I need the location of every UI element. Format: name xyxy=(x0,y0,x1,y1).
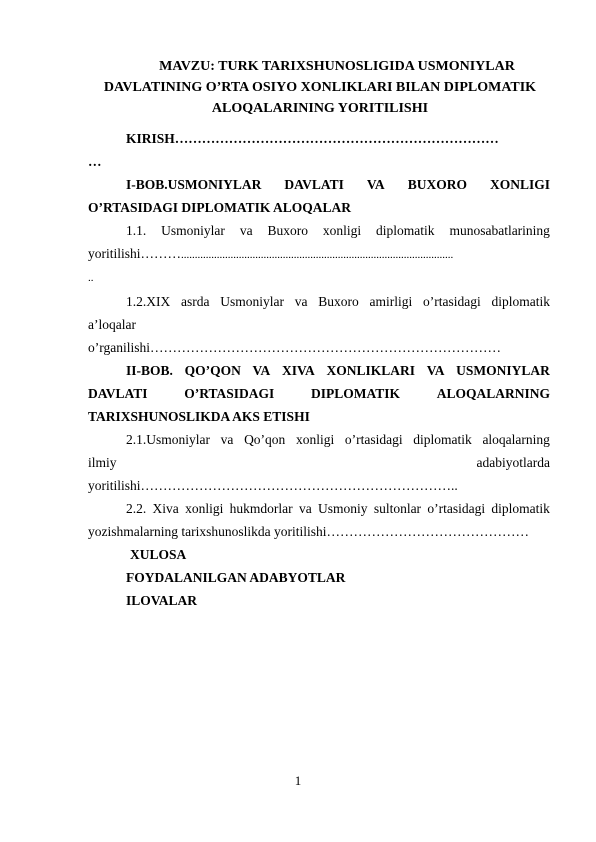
toc-word: Qo’qon xyxy=(244,432,286,447)
toc-word: ilmiy xyxy=(88,455,117,470)
toc-word: VA xyxy=(426,363,445,378)
title-line: ALOQALARINING YORITILISHI xyxy=(211,101,429,116)
toc-word: va xyxy=(298,501,312,516)
toc-word: 1.1. xyxy=(126,223,147,238)
toc-section-1-2-line3: o’rganilishi…………………………………………………………………… xyxy=(88,340,501,355)
toc-section-1-1-line2 xyxy=(88,242,550,267)
toc-intro-label: KIRISH xyxy=(126,131,175,146)
toc-word: Buxoro xyxy=(318,294,359,309)
page-number: 1 xyxy=(294,773,302,788)
document-title xyxy=(80,56,560,119)
toc-word: o’rtasidagi xyxy=(422,294,481,309)
toc-word: o’rtasidagi xyxy=(427,501,486,516)
toc-intro xyxy=(88,127,550,150)
toc-word: Usmoniylar xyxy=(161,223,225,238)
toc-chapter-2 xyxy=(88,359,550,382)
toc-word: diplomatik xyxy=(491,501,550,516)
toc-word: DAVLATI xyxy=(88,386,148,401)
toc-word: va xyxy=(220,432,234,447)
toc-word: aloqalarning xyxy=(482,432,550,447)
toc-word: diplomatik xyxy=(413,432,472,447)
toc-word: diplomatik xyxy=(491,294,550,309)
toc-appendix: ILOVALAR xyxy=(126,593,198,608)
toc-word: Buxoro xyxy=(267,223,308,238)
toc-word: va xyxy=(294,294,308,309)
toc-word: XONLIGI xyxy=(489,177,550,192)
toc-section-2-1-line2 xyxy=(88,451,550,474)
toc-word: XONLIKLARI xyxy=(326,363,415,378)
toc-word: II-BOB. xyxy=(126,363,173,378)
toc-chapter-2-line2 xyxy=(88,382,550,405)
toc-word: Usmoniy xyxy=(318,501,368,516)
toc-word: Usmoniylar xyxy=(220,294,284,309)
toc-word: amirligi xyxy=(369,294,413,309)
toc-word: VA xyxy=(366,177,385,192)
toc-word: o’rtasidagi xyxy=(344,432,403,447)
toc-section-2-1-line3: yoritilishi…………………………………………………………….. xyxy=(88,478,458,493)
toc-word: BUXORO xyxy=(407,177,467,192)
toc-word: sultonlar xyxy=(373,501,422,516)
title-line: MAVZU: TURK TARIXSHUNOSLIGIDA USMONIYLAR xyxy=(159,59,515,74)
toc-section-1-2 xyxy=(88,290,550,313)
toc-references: FOYDALANILGAN ADABYOTLAR xyxy=(126,570,346,585)
toc-chapter-1 xyxy=(88,173,550,196)
toc-word: ALOQALARNING xyxy=(436,386,550,401)
toc-word: 1.2.XIX xyxy=(126,294,171,309)
toc-word: xonligi xyxy=(322,223,362,238)
toc-conclusion: XULOSA xyxy=(130,547,187,562)
toc-text: yoritilishi……… xyxy=(88,246,182,261)
toc-word: hukmdorlar xyxy=(229,501,293,516)
toc-word: 2.1.Usmoniylar xyxy=(126,432,210,447)
toc-word: O’RTASIDAGI xyxy=(184,386,275,401)
toc-chapter-1-line2: O’RTASIDAGI DIPLOMATIK ALOQALAR xyxy=(88,200,352,215)
toc-section-2-2-line2: yozishmalarning tarixshunoslikda yoritilishi……………………………………… xyxy=(88,524,529,539)
toc-word: VA xyxy=(252,363,271,378)
title-line: DAVLATINING O’RTA OSIYO XONLIKLARI BILAN DIPLOMATIK xyxy=(103,80,537,95)
toc-word: XIVA xyxy=(282,363,315,378)
toc-word: QO’QON xyxy=(184,363,241,378)
toc-section-1-2-line2: a’loqalar xyxy=(88,317,136,332)
toc-word: DIPLOMATIK xyxy=(310,386,400,401)
toc-section-2-2 xyxy=(88,497,550,520)
toc-leader: ................................................................................................... xyxy=(181,249,454,261)
toc-word: 2.2. xyxy=(126,501,147,516)
toc-word: I-BOB.USMONIYLAR xyxy=(126,177,262,192)
toc-leader: … xyxy=(88,154,102,169)
toc-section-1-1 xyxy=(88,219,550,242)
toc-word: diplomatik xyxy=(376,223,435,238)
toc-chapter-2-line3: TARIXSHUNOSLIKDA AKS ETISHI xyxy=(88,409,310,424)
table-of-contents xyxy=(88,127,550,612)
toc-section-2-1 xyxy=(88,428,550,451)
toc-word: va xyxy=(239,223,253,238)
toc-word: USMONIYLAR xyxy=(456,363,550,378)
toc-word: Xiva xyxy=(152,501,179,516)
toc-leader: .. xyxy=(88,272,94,284)
toc-word: xonligi xyxy=(185,501,224,516)
toc-leader: ……………………………………………………………… xyxy=(174,131,499,146)
toc-word: asrda xyxy=(181,294,210,309)
toc-word: munosabatlarining xyxy=(449,223,550,238)
toc-word: adabiyotlarda xyxy=(476,455,550,470)
toc-word: DAVLATI xyxy=(284,177,344,192)
toc-word: xonligi xyxy=(295,432,335,447)
